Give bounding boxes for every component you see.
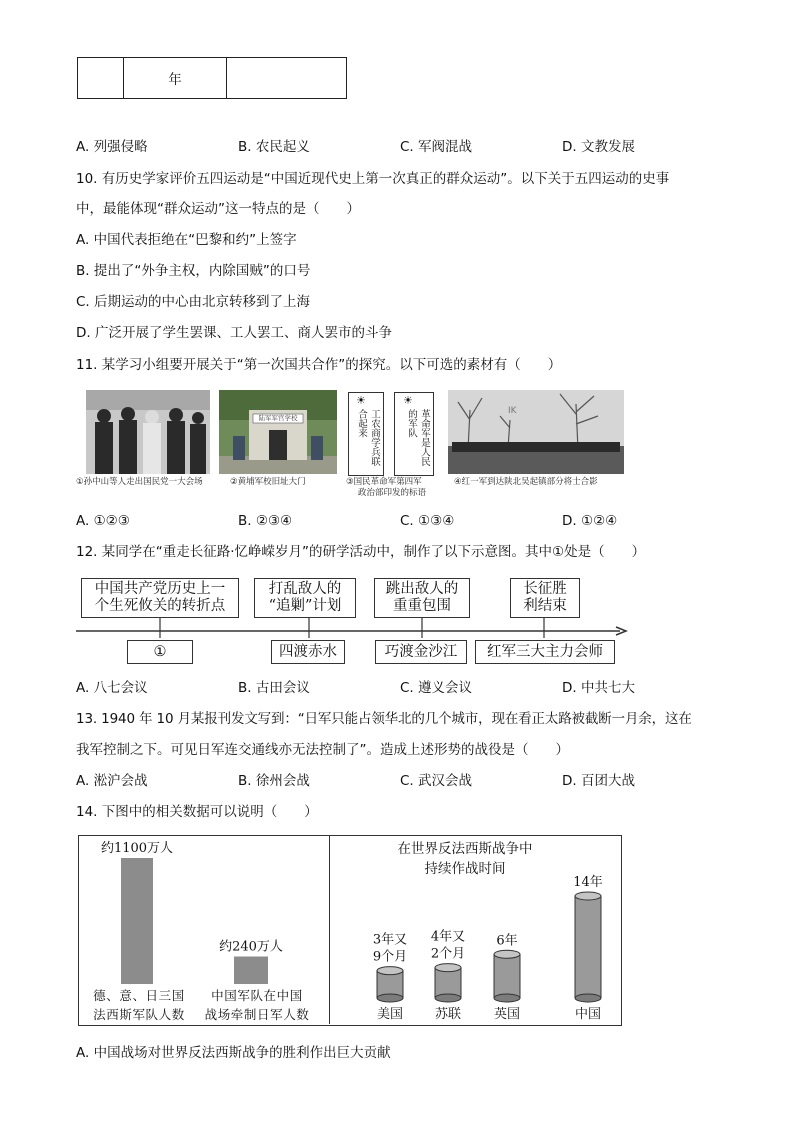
photo-whampoa-gate xyxy=(219,390,337,474)
troops-category-label: 中国军队在中国 xyxy=(211,988,303,1003)
q11-option-c: C. ①③④ xyxy=(400,513,455,529)
troops-bar-chart xyxy=(79,836,329,1024)
photo-4-label: IK xyxy=(508,406,517,416)
q11-option-b: B. ②③④ xyxy=(238,513,293,529)
troops-bar xyxy=(234,957,268,984)
duration-category-label: 中国 xyxy=(574,1007,602,1022)
duration-cylinder-top xyxy=(377,967,403,975)
timeline-event-box-4 xyxy=(510,578,580,618)
duration-value-label: 9个月 xyxy=(372,949,408,965)
photo-caption-3-line-2: 政治部印发的标语 xyxy=(358,488,427,498)
timeline-event-text: 跳出敌人的 xyxy=(385,581,459,597)
slogan-text-1: 工农商学兵联合起来 xyxy=(356,409,380,466)
duration-value-label: 3年又 xyxy=(372,932,408,948)
slogan-banner-1 xyxy=(348,392,384,476)
q12-option-c: C. 遵义会议 xyxy=(400,680,473,696)
q10-stem-line-1: 10. 有历史学家评价五四运动是“中国近现代史上第一次真正的群众运动”。以下关于五四运动的史事 xyxy=(76,171,670,187)
q13-option-a: A. 淞沪会战 xyxy=(76,773,148,789)
table-cell xyxy=(227,58,346,98)
troops-category-label: 法西斯军队人数 xyxy=(93,1007,185,1022)
table-cell-text: 年 xyxy=(168,72,182,88)
q14-option-a: A. 中国战场对世界反法西斯战争的胜利作出巨大贡献 xyxy=(76,1045,391,1061)
duration-category-label: 美国 xyxy=(376,1007,404,1022)
timeline-event-text: “追剿”计划 xyxy=(268,598,342,614)
gate-sign-text: 陆军军官学校 xyxy=(258,414,298,422)
q10-option-d: D. 广泛开展了学生罢课、工人罢工、商人罢市的斗争 xyxy=(76,325,392,341)
timeline-event-text: 重重包围 xyxy=(393,598,451,614)
duration-category-label: 英国 xyxy=(493,1007,521,1022)
duration-value-label: 2个月 xyxy=(430,946,466,962)
q9-option-c: C. 军阀混战 xyxy=(400,139,473,155)
duration-value-label: 14年 xyxy=(573,875,603,890)
table-cell xyxy=(124,58,227,98)
slogan-banner-2 xyxy=(394,392,434,476)
q9-option-a: A. 列强侵略 xyxy=(76,139,148,155)
table-cell xyxy=(78,58,124,98)
duration-cylinder-body xyxy=(435,968,461,998)
q11-option-a: A. ①②③ xyxy=(76,513,130,529)
duration-cylinder-body xyxy=(494,954,520,998)
party-emblem-icon: ☀ xyxy=(403,394,413,407)
q14-stem: 14. 下图中的相关数据可以说明（ ） xyxy=(76,804,318,820)
timeline-label-box xyxy=(375,640,467,664)
duration-cylinder-base xyxy=(377,994,403,1002)
photo-caption-4: ④红一军到达陕北吴起镇部分将士合影 xyxy=(454,477,598,487)
duration-category-label: 苏联 xyxy=(434,1007,462,1022)
duration-cylinder-base xyxy=(435,994,461,1002)
troops-bar xyxy=(121,858,153,984)
timeline-event-box-2 xyxy=(254,578,356,618)
troops-category-label: 德、意、日三国 xyxy=(93,988,185,1003)
timeline-event-text: 个生死攸关的转折点 xyxy=(94,598,226,614)
timeline-event-text: 利结束 xyxy=(523,598,567,614)
q13-option-b: B. 徐州会战 xyxy=(238,773,310,789)
q14-chart-frame xyxy=(78,835,622,1026)
slogan-text-2: 革命军是人民的军队 xyxy=(406,409,430,466)
duration-cylinder-top xyxy=(575,892,601,900)
war-duration-bar-chart xyxy=(330,836,620,1024)
timeline-event-text: 打乱敌人的 xyxy=(268,581,342,597)
q9-option-d: D. 文教发展 xyxy=(562,139,635,155)
photo-slogan-banners xyxy=(346,390,440,478)
duration-cylinder-body xyxy=(575,896,601,998)
q13-option-c: C. 武汉会战 xyxy=(400,773,473,789)
timeline-blank-box xyxy=(127,640,193,664)
q10-stem-line-2: 中，最能体现“群众运动”这一特点的是（ ） xyxy=(76,201,360,217)
q12-option-d: D. 中共七大 xyxy=(562,680,635,696)
photo-caption-1: ①孙中山等人走出国民党一大会场 xyxy=(76,477,203,487)
timeline-label-box xyxy=(271,640,345,664)
duration-chart-title: 在世界反法西斯战争中 xyxy=(397,841,533,857)
timeline-event-text: 长征胜 xyxy=(523,581,567,597)
duration-cylinder-base xyxy=(575,994,601,1002)
q11-option-d: D. ①②④ xyxy=(562,513,618,529)
duration-value-label: 4年又 xyxy=(430,929,466,945)
photo-red-army-group xyxy=(448,390,624,474)
q10-option-c: C. 后期运动的中心由北京转移到了上海 xyxy=(76,294,311,310)
troops-value-label: 约240万人 xyxy=(219,939,283,955)
troops-category-label: 战场牵制日军人数 xyxy=(204,1007,310,1022)
timeline-label-text: 巧渡金沙江 xyxy=(384,643,458,660)
timeline-event-text: 中国共产党历史上一 xyxy=(94,581,226,597)
duration-chart-title: 持续作战时间 xyxy=(424,861,506,877)
q12-stem: 12. 某同学在“重走长征路·忆峥嵘岁月”的研学活动中，制作了以下示意图。其中①处是（ ） xyxy=(76,544,646,560)
photo-caption-2: ②黄埔军校旧址大门 xyxy=(230,477,306,487)
timeline-blank-label: ① xyxy=(153,643,167,660)
duration-cylinder-top xyxy=(435,964,461,972)
q13-stem-line-2: 我军控制之下。可见日军连交通线亦无法控制了”。造成上述形势的战役是（ ） xyxy=(76,742,569,758)
q12-option-a: A. 八七会议 xyxy=(76,680,148,696)
photo-sun-yatsen-leaving-hall xyxy=(86,390,210,474)
duration-value-label: 6年 xyxy=(496,933,518,949)
timeline-event-box-3 xyxy=(374,578,470,618)
q13-option-d: D. 百团大战 xyxy=(562,773,635,789)
q13-stem-line-1: 13. 1940 年 10 月某报刊发文写到：“日军只能占领华北的几个城市，现在看正太路被截断一月余，这在 xyxy=(76,711,692,727)
duration-cylinder-top xyxy=(494,950,520,958)
q9-option-b: B. 农民起义 xyxy=(238,139,310,155)
troops-value-label: 约1100万人 xyxy=(100,841,174,856)
q12-option-b: B. 古田会议 xyxy=(238,680,310,696)
q10-option-a: A. 中国代表拒绝在“巴黎和约”上签字 xyxy=(76,232,297,248)
duration-cylinder-base xyxy=(494,994,520,1002)
top-table-fragment xyxy=(77,57,347,99)
timeline-label-text: 四渡赤水 xyxy=(279,643,337,660)
timeline-label-text: 红军三大主力会师 xyxy=(487,643,603,660)
q11-stem: 11. 某学习小组要开展关于“第一次国共合作”的探究。以下可选的素材有（ ） xyxy=(76,357,562,373)
party-emblem-icon: ☀ xyxy=(356,394,366,407)
photo-caption-3-line-1: ③国民革命军第四军 xyxy=(346,477,422,487)
q10-option-b: B. 提出了“外争主权，内除国贼”的口号 xyxy=(76,263,311,279)
timeline-label-box xyxy=(475,640,615,664)
timeline-event-box-1 xyxy=(81,578,239,618)
